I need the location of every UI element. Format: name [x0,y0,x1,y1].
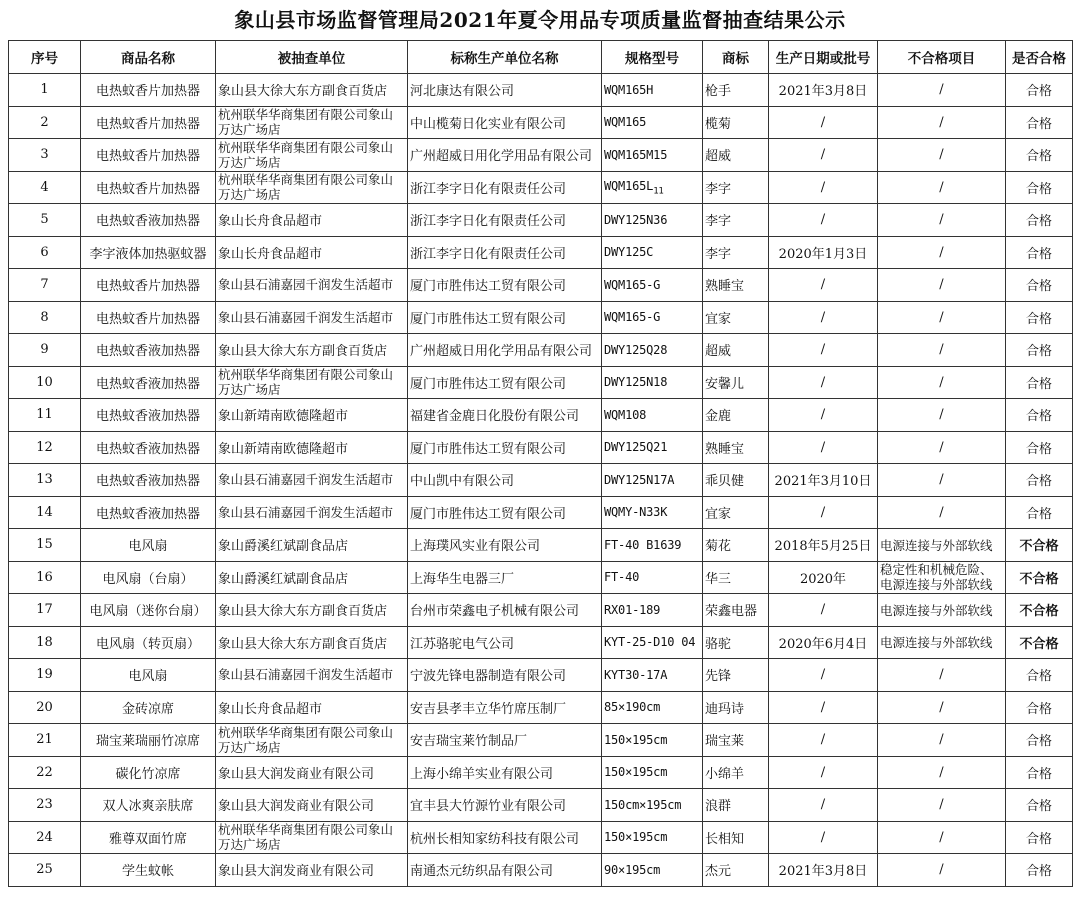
cell-maker: 宜丰县大竹源竹业有限公司 [408,789,602,822]
cell-model: DWY125Q28 [602,334,703,367]
cell-defect: / [878,269,1006,302]
cell-brand: 超威 [703,139,769,172]
cell-defect: / [878,431,1006,464]
cell-product: 金砖凉席 [81,691,216,724]
cell-no: 2 [9,106,81,139]
table-row [9,74,1073,107]
table-body [9,74,1073,887]
cell-date: 2021年3月10日 [769,464,878,497]
table-row [9,789,1073,822]
cell-brand: 熟睡宝 [703,431,769,464]
cell-no: 5 [9,204,81,237]
cell-date: / [769,106,878,139]
cell-unit: 象山县大徐大东方副食百货店 [216,334,408,367]
cell-product: 电热蚊香液加热器 [81,464,216,497]
cell-maker: 广州超威日用化学用品有限公司 [408,334,602,367]
cell-model: 85×190cm [602,691,703,724]
col-header-unit: 被抽查单位 [216,41,408,74]
cell-defect: / [878,106,1006,139]
cell-no: 9 [9,334,81,367]
cell-unit: 象山新靖南欧德隆超市 [216,431,408,464]
table-row [9,821,1073,854]
cell-model: WQM165-G [602,301,703,334]
cell-brand: 李字 [703,236,769,269]
cell-unit: 象山县大徐大东方副食百货店 [216,74,408,107]
cell-no: 24 [9,821,81,854]
cell-defect: / [878,301,1006,334]
cell-result: 合格 [1006,366,1073,399]
cell-date: / [769,496,878,529]
cell-model: 150×195cm [602,821,703,854]
cell-result: 合格 [1006,171,1073,204]
cell-maker: 宁波先锋电器制造有限公司 [408,659,602,692]
col-header-model: 规格型号 [602,41,703,74]
table-row [9,204,1073,237]
cell-brand: 李字 [703,171,769,204]
cell-defect: / [878,659,1006,692]
cell-defect: 电源连接与外部软线 [878,594,1006,627]
cell-no: 14 [9,496,81,529]
table-row [9,529,1073,562]
cell-brand: 乖贝健 [703,464,769,497]
cell-model: DWY125C [602,236,703,269]
cell-date: / [769,659,878,692]
cell-no: 7 [9,269,81,302]
table-row [9,724,1073,757]
cell-model: RX01-189 [602,594,703,627]
cell-unit: 象山长舟食品超市 [216,691,408,724]
cell-brand: 小绵羊 [703,756,769,789]
cell-result: 合格 [1006,431,1073,464]
cell-no: 21 [9,724,81,757]
cell-date: / [769,301,878,334]
cell-date: / [769,594,878,627]
cell-result: 合格 [1006,821,1073,854]
cell-product: 瑞宝莱瑞丽竹凉席 [81,724,216,757]
cell-unit: 杭州联华华商集团有限公司象山万达广场店 [216,106,408,139]
table-row [9,171,1073,204]
table-row [9,854,1073,887]
cell-date: / [769,334,878,367]
cell-result: 合格 [1006,724,1073,757]
cell-model: DWY125N17A [602,464,703,497]
cell-no: 20 [9,691,81,724]
cell-result: 合格 [1006,74,1073,107]
cell-no: 12 [9,431,81,464]
cell-brand: 华三 [703,561,769,594]
cell-unit: 象山县大徐大东方副食百货店 [216,594,408,627]
table-row [9,399,1073,432]
cell-maker: 厦门市胜伟达工贸有限公司 [408,269,602,302]
cell-no: 15 [9,529,81,562]
cell-defect: / [878,236,1006,269]
results-table [8,40,1073,887]
cell-model: 150×195cm [602,724,703,757]
cell-defect: / [878,399,1006,432]
cell-result: 合格 [1006,496,1073,529]
cell-brand: 榄菊 [703,106,769,139]
cell-result: 不合格 [1006,561,1073,594]
cell-product: 学生蚊帐 [81,854,216,887]
cell-result: 合格 [1006,301,1073,334]
cell-brand: 宜家 [703,301,769,334]
cell-date: / [769,204,878,237]
cell-no: 16 [9,561,81,594]
cell-unit: 杭州联华华商集团有限公司象山万达广场店 [216,821,408,854]
cell-date: 2020年 [769,561,878,594]
cell-unit: 杭州联华华商集团有限公司象山万达广场店 [216,171,408,204]
col-header-brand: 商标 [703,41,769,74]
table-row [9,139,1073,172]
cell-maker: 杭州长相知家纺科技有限公司 [408,821,602,854]
cell-result: 不合格 [1006,594,1073,627]
page-title: 象山县市场监督管理局2021年夏令用品专项质量监督抽查结果公示 [234,8,846,32]
cell-product: 电热蚊香片加热器 [81,74,216,107]
cell-date: 2020年6月4日 [769,626,878,659]
cell-defect: / [878,691,1006,724]
cell-no: 13 [9,464,81,497]
cell-no: 11 [9,399,81,432]
cell-maker: 安吉县孝丰立华竹席压制厂 [408,691,602,724]
table-row [9,106,1073,139]
cell-product: 电热蚊香液加热器 [81,399,216,432]
cell-defect: / [878,496,1006,529]
cell-defect: 电源连接与外部软线 [878,529,1006,562]
cell-defect: / [878,334,1006,367]
cell-model: WQM165H [602,74,703,107]
cell-maker: 厦门市胜伟达工贸有限公司 [408,496,602,529]
table-row [9,334,1073,367]
cell-brand: 菊花 [703,529,769,562]
cell-maker: 上海华生电器三厂 [408,561,602,594]
table-row [9,301,1073,334]
cell-no: 10 [9,366,81,399]
cell-model: KYT30-17A [602,659,703,692]
cell-defect: / [878,724,1006,757]
table-row [9,496,1073,529]
cell-unit: 象山长舟食品超市 [216,204,408,237]
cell-unit: 杭州联华华商集团有限公司象山万达广场店 [216,366,408,399]
cell-model: WQM165-G [602,269,703,302]
cell-product: 碳化竹凉席 [81,756,216,789]
cell-product: 电热蚊香片加热器 [81,301,216,334]
cell-unit: 象山爵溪红斌副食品店 [216,529,408,562]
cell-brand: 李字 [703,204,769,237]
cell-maker: 厦门市胜伟达工贸有限公司 [408,366,602,399]
cell-unit: 象山县大润发商业有限公司 [216,854,408,887]
cell-no: 19 [9,659,81,692]
cell-defect: / [878,821,1006,854]
cell-product: 电热蚊香片加热器 [81,106,216,139]
cell-date: 2021年3月8日 [769,854,878,887]
table-row [9,594,1073,627]
cell-unit: 象山爵溪红斌副食品店 [216,561,408,594]
cell-brand: 长相知 [703,821,769,854]
cell-no: 8 [9,301,81,334]
cell-unit: 象山县大润发商业有限公司 [216,789,408,822]
cell-model: WQMY-N33K [602,496,703,529]
cell-product: 电热蚊香片加热器 [81,269,216,302]
cell-result: 合格 [1006,464,1073,497]
model-subscript: 11 [653,185,664,196]
cell-maker: 厦门市胜伟达工贸有限公司 [408,431,602,464]
cell-product: 李字液体加热驱蚊器 [81,236,216,269]
cell-brand: 金鹿 [703,399,769,432]
cell-defect: / [878,756,1006,789]
cell-no: 1 [9,74,81,107]
cell-product: 电热蚊香液加热器 [81,431,216,464]
cell-maker: 厦门市胜伟达工贸有限公司 [408,301,602,334]
cell-defect: / [878,139,1006,172]
cell-result: 合格 [1006,269,1073,302]
table-row [9,691,1073,724]
cell-unit: 象山县石浦嘉园千润发生活超市 [216,659,408,692]
cell-product: 双人冰爽亲肤席 [81,789,216,822]
table-row [9,366,1073,399]
cell-maker: 上海小绵羊实业有限公司 [408,756,602,789]
cell-result: 合格 [1006,139,1073,172]
cell-maker: 浙江李字日化有限责任公司 [408,171,602,204]
cell-maker: 上海璞风实业有限公司 [408,529,602,562]
cell-result: 合格 [1006,106,1073,139]
cell-unit: 象山县大徐大东方副食百货店 [216,626,408,659]
cell-model: WQM108 [602,399,703,432]
cell-date: / [769,724,878,757]
cell-date: / [769,431,878,464]
cell-date: / [769,691,878,724]
table-row [9,756,1073,789]
cell-unit: 象山县石浦嘉园千润发生活超市 [216,269,408,302]
col-header-defect: 不合格项目 [878,41,1006,74]
cell-result: 合格 [1006,334,1073,367]
cell-maker: 河北康达有限公司 [408,74,602,107]
cell-defect: / [878,204,1006,237]
cell-no: 25 [9,854,81,887]
col-header-maker: 标称生产单位名称 [408,41,602,74]
cell-product: 电热蚊香液加热器 [81,496,216,529]
cell-maker: 南通杰元纺织品有限公司 [408,854,602,887]
cell-no: 3 [9,139,81,172]
cell-product: 电热蚊香液加热器 [81,204,216,237]
cell-date: 2018年5月25日 [769,529,878,562]
cell-maker: 浙江李字日化有限责任公司 [408,236,602,269]
cell-product: 电热蚊香片加热器 [81,171,216,204]
cell-brand: 安馨儿 [703,366,769,399]
cell-model: FT-40 B1639 [602,529,703,562]
cell-defect: / [878,366,1006,399]
cell-maker: 浙江李字日化有限责任公司 [408,204,602,237]
cell-brand: 熟睡宝 [703,269,769,302]
cell-result: 合格 [1006,789,1073,822]
cell-brand: 宜家 [703,496,769,529]
cell-no: 18 [9,626,81,659]
cell-brand: 荣鑫电器 [703,594,769,627]
cell-maker: 中山凯中有限公司 [408,464,602,497]
col-header-result: 是否合格 [1006,41,1073,74]
cell-defect: 稳定性和机械危险、电源连接与外部软线 [878,561,1006,594]
cell-date: / [769,269,878,302]
cell-defect: / [878,854,1006,887]
cell-result: 不合格 [1006,626,1073,659]
cell-product: 电风扇 [81,659,216,692]
cell-unit: 象山县石浦嘉园千润发生活超市 [216,464,408,497]
table-row [9,464,1073,497]
cell-maker: 中山榄菊日化实业有限公司 [408,106,602,139]
cell-no: 23 [9,789,81,822]
cell-model: WQM165M15 [602,139,703,172]
cell-product: 电风扇（迷你台扇） [81,594,216,627]
cell-product: 雅尊双面竹席 [81,821,216,854]
cell-model: FT-40 [602,561,703,594]
cell-unit: 杭州联华华商集团有限公司象山万达广场店 [216,724,408,757]
col-header-no: 序号 [9,41,81,74]
cell-result: 不合格 [1006,529,1073,562]
cell-result: 合格 [1006,659,1073,692]
cell-unit: 象山新靖南欧德隆超市 [216,399,408,432]
cell-maker: 广州超威日用化学用品有限公司 [408,139,602,172]
cell-no: 6 [9,236,81,269]
cell-result: 合格 [1006,854,1073,887]
table-row [9,236,1073,269]
table-row [9,269,1073,302]
cell-date: / [769,366,878,399]
cell-no: 22 [9,756,81,789]
cell-date: / [769,171,878,204]
header-row [9,41,1073,74]
cell-model: KYT-25-D10 04 [602,626,703,659]
cell-brand: 浪群 [703,789,769,822]
cell-defect: 电源连接与外部软线 [878,626,1006,659]
table-row [9,659,1073,692]
cell-maker: 江苏骆驼电气公司 [408,626,602,659]
cell-unit: 杭州联华华商集团有限公司象山万达广场店 [216,139,408,172]
cell-date: 2020年1月3日 [769,236,878,269]
cell-product: 电热蚊香片加热器 [81,139,216,172]
col-header-date: 生产日期或批号 [769,41,878,74]
cell-brand: 迪玛诗 [703,691,769,724]
table-row [9,626,1073,659]
cell-brand: 先锋 [703,659,769,692]
col-header-product: 商品名称 [81,41,216,74]
cell-no: 17 [9,594,81,627]
cell-product: 电风扇（转页扇） [81,626,216,659]
cell-model: DWY125N36 [602,204,703,237]
cell-product: 电热蚊香液加热器 [81,334,216,367]
cell-maker: 台州市荣鑫电子机械有限公司 [408,594,602,627]
cell-model: 150cm×195cm [602,789,703,822]
cell-unit: 象山县大润发商业有限公司 [216,756,408,789]
cell-result: 合格 [1006,204,1073,237]
cell-date: / [769,756,878,789]
cell-date: 2021年3月8日 [769,74,878,107]
cell-maker: 福建省金鹿日化股份有限公司 [408,399,602,432]
cell-defect: / [878,171,1006,204]
cell-maker: 安吉瑞宝莱竹制品厂 [408,724,602,757]
cell-unit: 象山长舟食品超市 [216,236,408,269]
cell-no: 4 [9,171,81,204]
cell-brand: 枪手 [703,74,769,107]
cell-date: / [769,399,878,432]
cell-result: 合格 [1006,756,1073,789]
cell-model: WQM165 [602,106,703,139]
cell-date: / [769,821,878,854]
cell-brand: 瑞宝莱 [703,724,769,757]
cell-defect: / [878,464,1006,497]
cell-brand: 超威 [703,334,769,367]
cell-product: 电风扇（台扇） [81,561,216,594]
cell-brand: 杰元 [703,854,769,887]
cell-model: DWY125Q21 [602,431,703,464]
cell-result: 合格 [1006,691,1073,724]
cell-product: 电风扇 [81,529,216,562]
cell-product: 电热蚊香液加热器 [81,366,216,399]
cell-model: DWY125N18 [602,366,703,399]
cell-result: 合格 [1006,236,1073,269]
cell-date: / [769,139,878,172]
model-text: WQM165L [604,178,654,193]
table-row [9,561,1073,594]
cell-brand: 骆驼 [703,626,769,659]
cell-unit: 象山县石浦嘉园千润发生活超市 [216,496,408,529]
cell-date: / [769,789,878,822]
cell-model: 150×195cm [602,756,703,789]
cell-result: 合格 [1006,399,1073,432]
cell-defect: / [878,789,1006,822]
table-row [9,431,1073,464]
cell-defect: / [878,74,1006,107]
cell-unit: 象山县石浦嘉园千润发生活超市 [216,301,408,334]
cell-model [602,171,703,204]
cell-model: 90×195cm [602,854,703,887]
